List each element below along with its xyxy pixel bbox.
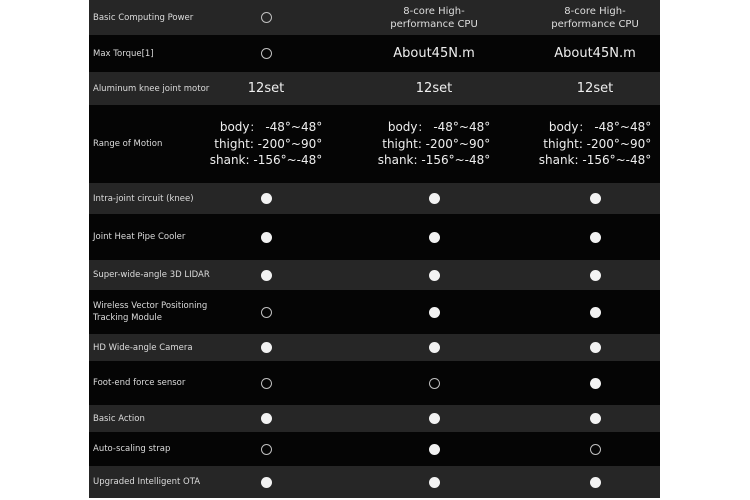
table-cell	[201, 0, 331, 35]
table-cell	[364, 214, 504, 260]
filled-circle-icon	[261, 232, 272, 243]
row-label: Basic Computing Power	[93, 12, 194, 23]
row-label: HD Wide-angle Camera	[93, 342, 193, 353]
table-cell	[201, 214, 331, 260]
table-cell	[201, 361, 331, 405]
filled-circle-icon	[261, 342, 272, 353]
rom-line: thight: -200°~90°	[543, 136, 652, 151]
hollow-circle-icon	[261, 48, 272, 59]
filled-circle-icon	[261, 477, 272, 488]
table-cell	[364, 105, 504, 183]
table-row	[89, 35, 660, 72]
table-cell	[364, 35, 504, 72]
table-cell	[525, 361, 665, 405]
row-label: Joint Heat Pipe Cooler	[93, 232, 186, 242]
table-cell	[364, 334, 504, 361]
rom-line: shank: -156°~-48°	[209, 153, 323, 168]
filled-circle-icon	[429, 270, 440, 281]
row-label: Range of Motion	[93, 139, 163, 149]
table-cell	[201, 260, 331, 290]
table-cell	[525, 432, 665, 466]
filled-circle-icon	[429, 307, 440, 318]
cell-text: About45N.m	[554, 45, 636, 61]
rom-line: shank: -156°~-48°	[538, 153, 652, 168]
table-cell	[201, 334, 331, 361]
table-cell	[525, 405, 665, 432]
table-cell	[201, 72, 331, 105]
table-cell	[525, 105, 665, 183]
row-label: Basic Action	[93, 413, 145, 424]
filled-circle-icon	[590, 193, 601, 204]
hollow-circle-icon	[261, 378, 272, 389]
row-label: Super-wide-angle 3D LIDAR	[93, 270, 210, 280]
cell-text: 8-core High- performance CPU	[551, 5, 639, 30]
cell-text: About45N.m	[393, 45, 475, 61]
table-row	[89, 405, 660, 432]
filled-circle-icon	[429, 342, 440, 353]
table-cell	[364, 183, 504, 214]
rom-line: body： -48°~48°	[219, 120, 323, 135]
table-cell	[201, 105, 331, 183]
table-cell	[201, 35, 331, 72]
row-label: Foot-end force sensor	[93, 378, 186, 388]
range-of-motion-values	[378, 119, 491, 169]
table-cell	[201, 290, 331, 334]
table-row	[89, 0, 660, 35]
comparison-table	[89, 0, 660, 500]
filled-circle-icon	[590, 232, 601, 243]
filled-circle-icon	[590, 307, 601, 318]
table-cell	[525, 0, 665, 35]
row-label: Max Torque[1]	[93, 48, 154, 59]
cell-text: 12set	[247, 80, 285, 96]
rom-line: shank: -156°~-48°	[377, 153, 491, 168]
table-row	[89, 466, 660, 498]
table-cell	[364, 361, 504, 405]
rom-line: thight: -200°~90°	[214, 136, 323, 151]
row-label: Wireless Vector Positioning Tracking Module	[93, 301, 208, 323]
row-label: Intra-joint circuit (knee)	[93, 193, 194, 204]
table-row	[89, 72, 660, 105]
table-cell	[201, 432, 331, 466]
filled-circle-icon	[429, 444, 440, 455]
hollow-circle-icon	[261, 444, 272, 455]
cell-text: 12set	[415, 80, 453, 96]
filled-circle-icon	[590, 342, 601, 353]
table-cell	[364, 0, 504, 35]
table-row	[89, 290, 660, 334]
table-row	[89, 183, 660, 214]
filled-circle-icon	[261, 193, 272, 204]
rom-line: body： -48°~48°	[387, 120, 491, 135]
table-cell	[525, 183, 665, 214]
filled-circle-icon	[590, 413, 601, 424]
hollow-circle-icon	[429, 378, 440, 389]
table-row	[89, 334, 660, 361]
table-cell	[364, 260, 504, 290]
filled-circle-icon	[590, 270, 601, 281]
table-cell	[525, 260, 665, 290]
rom-line: body： -48°~48°	[548, 120, 652, 135]
table-cell	[364, 466, 504, 498]
range-of-motion-values	[539, 119, 652, 169]
table-cell	[364, 72, 504, 105]
table-cell	[364, 432, 504, 466]
table-cell	[525, 35, 665, 72]
table-cell	[201, 405, 331, 432]
row-label: Upgraded Intelligent OTA	[93, 477, 201, 487]
cell-text: 8-core High- performance CPU	[390, 5, 478, 30]
filled-circle-icon	[429, 477, 440, 488]
filled-circle-icon	[429, 232, 440, 243]
filled-circle-icon	[429, 193, 440, 204]
filled-circle-icon	[590, 378, 601, 389]
table-cell	[525, 290, 665, 334]
table-row	[89, 361, 660, 405]
hollow-circle-icon	[261, 307, 272, 318]
filled-circle-icon	[590, 477, 601, 488]
table-cell	[525, 72, 665, 105]
table-cell	[364, 290, 504, 334]
hollow-circle-icon	[590, 444, 601, 455]
table-cell	[364, 405, 504, 432]
filled-circle-icon	[429, 413, 440, 424]
table-cell	[525, 334, 665, 361]
row-label: Auto-scaling strap	[93, 444, 171, 454]
table-row	[89, 214, 660, 260]
table-row	[89, 260, 660, 290]
table-row	[89, 432, 660, 466]
rom-line: thight: -200°~90°	[382, 136, 491, 151]
table-cell	[201, 466, 331, 498]
filled-circle-icon	[261, 270, 272, 281]
table-cell	[201, 183, 331, 214]
row-label: Aluminum knee joint motor	[93, 83, 210, 94]
filled-circle-icon	[261, 413, 272, 424]
cell-text: 12set	[576, 80, 614, 96]
range-of-motion-values	[210, 119, 323, 169]
table-row	[89, 105, 660, 183]
table-cell	[525, 214, 665, 260]
table-cell	[525, 466, 665, 498]
hollow-circle-icon	[261, 12, 272, 23]
